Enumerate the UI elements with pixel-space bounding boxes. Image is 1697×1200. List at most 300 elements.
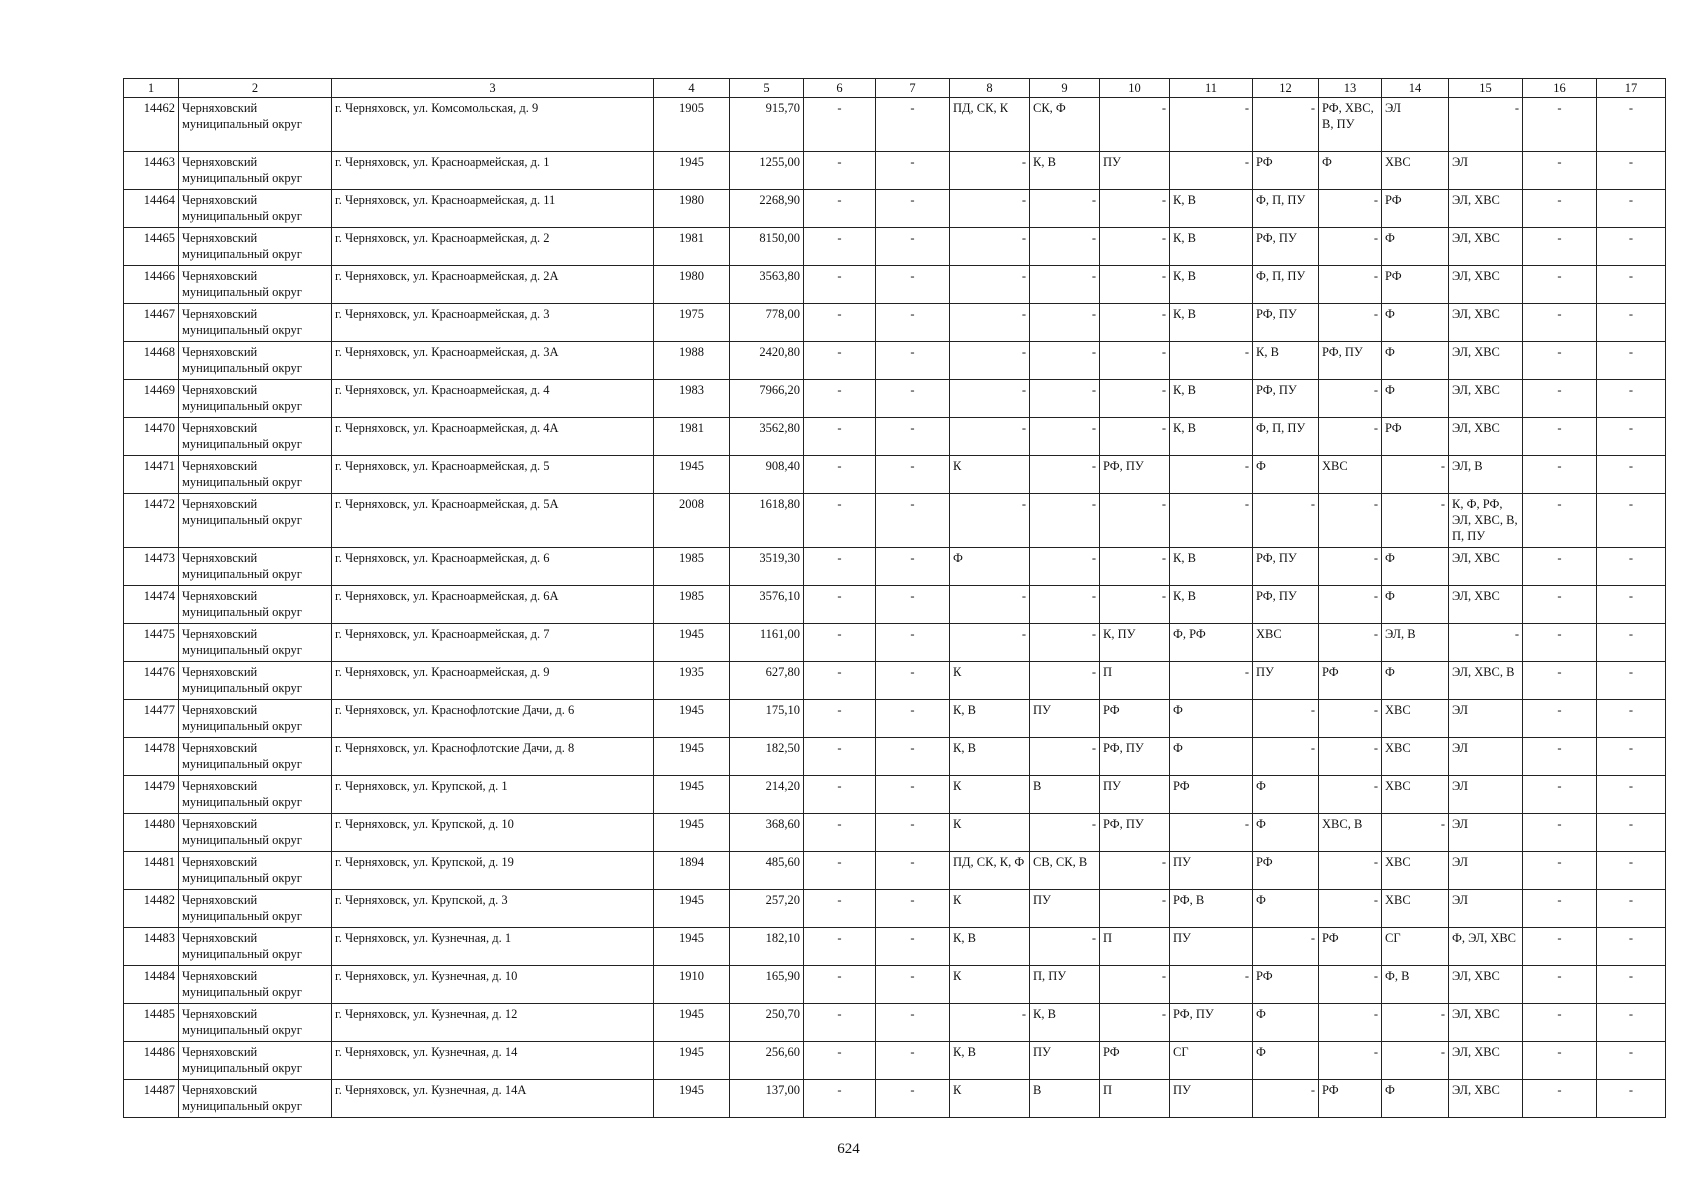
table-cell-col-6: -	[804, 966, 876, 1004]
table-cell-col-17: -	[1597, 662, 1666, 700]
table-cell-col-12: Ф	[1253, 1004, 1319, 1042]
table-cell-col-2: Черняховский муниципальный округ	[179, 624, 332, 662]
table-cell-col-13: РФ, ПУ	[1319, 342, 1382, 380]
table-cell-col-1: 14466	[124, 266, 179, 304]
table-cell-col-13: -	[1319, 890, 1382, 928]
table-cell-col-12: Ф	[1253, 1042, 1319, 1080]
table-cell-col-6: -	[804, 380, 876, 418]
table-row	[124, 852, 1666, 890]
table-cell-col-10: -	[1100, 1004, 1170, 1042]
table-cell-col-6: -	[804, 814, 876, 852]
table-cell-col-8: -	[950, 624, 1030, 662]
table-cell-col-2: Черняховский муниципальный округ	[179, 966, 332, 1004]
table-cell-col-9: -	[1030, 380, 1100, 418]
table-cell-col-5: 3576,10	[730, 586, 804, 624]
table-cell-col-5: 175,10	[730, 700, 804, 738]
table-cell-col-1: 14481	[124, 852, 179, 890]
table-cell-col-7: -	[876, 852, 950, 890]
table-cell-col-17: -	[1597, 98, 1666, 152]
table-cell-col-7: -	[876, 700, 950, 738]
table-cell-col-15: ЭЛ, ХВС	[1449, 266, 1523, 304]
table-cell-col-11: -	[1170, 456, 1253, 494]
table-cell-col-11: -	[1170, 966, 1253, 1004]
table-cell-col-15: ЭЛ, ХВС	[1449, 228, 1523, 266]
table-cell-col-3: г. Черняховск, ул. Кузнечная, д. 10	[332, 966, 654, 1004]
table-cell-col-7: -	[876, 1042, 950, 1080]
table-cell-col-16: -	[1523, 152, 1597, 190]
table-cell-col-5: 257,20	[730, 890, 804, 928]
table-cell-col-13: ХВС	[1319, 456, 1382, 494]
table-cell-col-7: -	[876, 738, 950, 776]
table-cell-col-10: -	[1100, 304, 1170, 342]
table-row	[124, 98, 1666, 152]
table-cell-col-8: ПД, СК, К, Ф	[950, 852, 1030, 890]
table-cell-col-6: -	[804, 586, 876, 624]
table-cell-col-5: 137,00	[730, 1080, 804, 1118]
table-cell-col-17: -	[1597, 814, 1666, 852]
table-cell-col-8: -	[950, 494, 1030, 548]
table-cell-col-16: -	[1523, 548, 1597, 586]
column-header-12: 12	[1253, 79, 1319, 98]
table-row	[124, 494, 1666, 548]
table-cell-col-3: г. Черняховск, ул. Красноармейская, д. 9	[332, 662, 654, 700]
table-cell-col-13: ХВС, В	[1319, 814, 1382, 852]
table-cell-col-12: -	[1253, 98, 1319, 152]
table-row	[124, 1004, 1666, 1042]
table-cell-col-7: -	[876, 586, 950, 624]
table-cell-col-10: РФ	[1100, 1042, 1170, 1080]
table-cell-col-9: -	[1030, 586, 1100, 624]
table-cell-col-12: Ф	[1253, 776, 1319, 814]
table-cell-col-15: ЭЛ, ХВС, В	[1449, 662, 1523, 700]
table-cell-col-8: -	[950, 1004, 1030, 1042]
table-row	[124, 966, 1666, 1004]
table-cell-col-12: Ф	[1253, 890, 1319, 928]
table-cell-col-11: К, В	[1170, 190, 1253, 228]
table-cell-col-5: 908,40	[730, 456, 804, 494]
table-cell-col-11: ПУ	[1170, 928, 1253, 966]
table-cell-col-3: г. Черняховск, ул. Красноармейская, д. 6	[332, 548, 654, 586]
table-cell-col-12: ПУ	[1253, 662, 1319, 700]
table-cell-col-15: ЭЛ	[1449, 152, 1523, 190]
table-cell-col-5: 2420,80	[730, 342, 804, 380]
table-cell-col-13: -	[1319, 228, 1382, 266]
table-cell-col-15: ЭЛ, ХВС	[1449, 586, 1523, 624]
table-cell-col-5: 214,20	[730, 776, 804, 814]
table-cell-col-15: ЭЛ	[1449, 776, 1523, 814]
table-cell-col-9: -	[1030, 190, 1100, 228]
table-cell-col-6: -	[804, 418, 876, 456]
table-cell-col-9: СВ, СК, В	[1030, 852, 1100, 890]
table-cell-col-15: ЭЛ	[1449, 890, 1523, 928]
table-cell-col-17: -	[1597, 966, 1666, 1004]
column-header-5: 5	[730, 79, 804, 98]
table-cell-col-3: г. Черняховск, ул. Крупской, д. 10	[332, 814, 654, 852]
table-cell-col-16: -	[1523, 776, 1597, 814]
table-cell-col-14: Ф	[1382, 304, 1449, 342]
table-cell-col-2: Черняховский муниципальный округ	[179, 304, 332, 342]
table-cell-col-7: -	[876, 380, 950, 418]
table-cell-col-9: -	[1030, 228, 1100, 266]
table-cell-col-9: -	[1030, 814, 1100, 852]
table-cell-col-9: -	[1030, 456, 1100, 494]
table-cell-col-7: -	[876, 494, 950, 548]
table-cell-col-7: -	[876, 418, 950, 456]
table-cell-col-2: Черняховский муниципальный округ	[179, 494, 332, 548]
table-cell-col-10: РФ, ПУ	[1100, 456, 1170, 494]
table-cell-col-2: Черняховский муниципальный округ	[179, 814, 332, 852]
table-cell-col-1: 14483	[124, 928, 179, 966]
table-cell-col-13: -	[1319, 494, 1382, 548]
table-cell-col-2: Черняховский муниципальный округ	[179, 152, 332, 190]
table-cell-col-2: Черняховский муниципальный округ	[179, 228, 332, 266]
table-cell-col-16: -	[1523, 966, 1597, 1004]
table-cell-col-12: -	[1253, 738, 1319, 776]
table-cell-col-17: -	[1597, 418, 1666, 456]
table-cell-col-4: 2008	[654, 494, 730, 548]
table-cell-col-16: -	[1523, 456, 1597, 494]
table-cell-col-5: 256,60	[730, 1042, 804, 1080]
table-cell-col-13: -	[1319, 266, 1382, 304]
table-cell-col-16: -	[1523, 228, 1597, 266]
table-cell-col-12: К, В	[1253, 342, 1319, 380]
table-cell-col-3: г. Черняховск, ул. Кузнечная, д. 12	[332, 1004, 654, 1042]
table-cell-col-6: -	[804, 456, 876, 494]
table-cell-col-6: -	[804, 190, 876, 228]
table-cell-col-17: -	[1597, 1042, 1666, 1080]
table-cell-col-11: СГ	[1170, 1042, 1253, 1080]
table-cell-col-7: -	[876, 190, 950, 228]
table-cell-col-11: РФ	[1170, 776, 1253, 814]
column-header-4: 4	[654, 79, 730, 98]
table-cell-col-16: -	[1523, 1004, 1597, 1042]
table-cell-col-16: -	[1523, 700, 1597, 738]
table-cell-col-16: -	[1523, 418, 1597, 456]
table-cell-col-12: Ф, П, ПУ	[1253, 190, 1319, 228]
table-cell-col-14: -	[1382, 494, 1449, 548]
table-cell-col-14: Ф	[1382, 548, 1449, 586]
table-cell-col-1: 14471	[124, 456, 179, 494]
column-header-3: 3	[332, 79, 654, 98]
table-cell-col-1: 14479	[124, 776, 179, 814]
table-cell-col-3: г. Черняховск, ул. Красноармейская, д. 5А	[332, 494, 654, 548]
table-cell-col-1: 14478	[124, 738, 179, 776]
table-cell-col-4: 1894	[654, 852, 730, 890]
column-header-9: 9	[1030, 79, 1100, 98]
column-header-8: 8	[950, 79, 1030, 98]
table-cell-col-8: -	[950, 586, 1030, 624]
table-cell-col-1: 14485	[124, 1004, 179, 1042]
table-cell-col-5: 182,50	[730, 738, 804, 776]
table-cell-col-9: К, В	[1030, 152, 1100, 190]
table-cell-col-2: Черняховский муниципальный округ	[179, 1004, 332, 1042]
table-cell-col-4: 1980	[654, 266, 730, 304]
table-cell-col-12: РФ	[1253, 852, 1319, 890]
table-cell-col-7: -	[876, 662, 950, 700]
table-cell-col-3: г. Черняховск, ул. Красноармейская, д. 3	[332, 304, 654, 342]
table-cell-col-1: 14474	[124, 586, 179, 624]
table-cell-col-8: -	[950, 152, 1030, 190]
table-cell-col-12: Ф	[1253, 814, 1319, 852]
table-cell-col-15: ЭЛ	[1449, 700, 1523, 738]
column-header-15: 15	[1449, 79, 1523, 98]
table-cell-col-7: -	[876, 624, 950, 662]
table-cell-col-10: -	[1100, 418, 1170, 456]
table-cell-col-6: -	[804, 928, 876, 966]
table-cell-col-3: г. Черняховск, ул. Крупской, д. 1	[332, 776, 654, 814]
table-cell-col-12: ХВС	[1253, 624, 1319, 662]
table-cell-col-6: -	[804, 662, 876, 700]
table-cell-col-13: -	[1319, 418, 1382, 456]
table-cell-col-17: -	[1597, 548, 1666, 586]
table-cell-col-3: г. Черняховск, ул. Красноармейская, д. 1	[332, 152, 654, 190]
table-cell-col-13: РФ, ХВС, В, ПУ	[1319, 98, 1382, 152]
table-cell-col-6: -	[804, 228, 876, 266]
table-cell-col-15: ЭЛ, ХВС	[1449, 380, 1523, 418]
table-cell-col-15: К, Ф, РФ, ЭЛ, ХВС, В, П, ПУ	[1449, 494, 1523, 548]
table-cell-col-14: Ф	[1382, 342, 1449, 380]
table-cell-col-13: -	[1319, 1042, 1382, 1080]
table-cell-col-12: РФ, ПУ	[1253, 548, 1319, 586]
table-cell-col-6: -	[804, 304, 876, 342]
table-cell-col-9: ПУ	[1030, 700, 1100, 738]
table-cell-col-7: -	[876, 890, 950, 928]
table-cell-col-2: Черняховский муниципальный округ	[179, 266, 332, 304]
table-cell-col-16: -	[1523, 852, 1597, 890]
table-cell-col-16: -	[1523, 380, 1597, 418]
table-row	[124, 586, 1666, 624]
table-cell-col-11: К, В	[1170, 548, 1253, 586]
table-cell-col-14: ХВС	[1382, 890, 1449, 928]
table-cell-col-17: -	[1597, 586, 1666, 624]
table-body	[124, 98, 1666, 1118]
table-cell-col-11: -	[1170, 662, 1253, 700]
table-cell-col-10: РФ	[1100, 700, 1170, 738]
table-row	[124, 342, 1666, 380]
table-cell-col-1: 14487	[124, 1080, 179, 1118]
table-cell-col-6: -	[804, 1080, 876, 1118]
table-cell-col-4: 1945	[654, 928, 730, 966]
table-cell-col-10: ПУ	[1100, 152, 1170, 190]
table-cell-col-14: ЭЛ	[1382, 98, 1449, 152]
table-cell-col-15: Ф, ЭЛ, ХВС	[1449, 928, 1523, 966]
table-cell-col-10: -	[1100, 494, 1170, 548]
table-cell-col-10: РФ, ПУ	[1100, 814, 1170, 852]
table-cell-col-8: К	[950, 966, 1030, 1004]
table-cell-col-6: -	[804, 890, 876, 928]
table-row	[124, 152, 1666, 190]
table-row	[124, 456, 1666, 494]
table-cell-col-9: -	[1030, 494, 1100, 548]
table-cell-col-5: 165,90	[730, 966, 804, 1004]
table-cell-col-3: г. Черняховск, ул. Красноармейская, д. 4	[332, 380, 654, 418]
table-cell-col-15: ЭЛ, ХВС	[1449, 342, 1523, 380]
column-header-7: 7	[876, 79, 950, 98]
table-cell-col-3: г. Черняховск, ул. Красноармейская, д. 7	[332, 624, 654, 662]
table-cell-col-13: РФ	[1319, 928, 1382, 966]
table-cell-col-7: -	[876, 228, 950, 266]
table-cell-col-1: 14467	[124, 304, 179, 342]
table-cell-col-8: ПД, СК, К	[950, 98, 1030, 152]
table-cell-col-8: -	[950, 266, 1030, 304]
table-cell-col-10: -	[1100, 380, 1170, 418]
table-cell-col-15: -	[1449, 98, 1523, 152]
table-cell-col-17: -	[1597, 890, 1666, 928]
table-cell-col-7: -	[876, 928, 950, 966]
table-cell-col-14: ХВС	[1382, 700, 1449, 738]
table-cell-col-4: 1945	[654, 776, 730, 814]
table-cell-col-16: -	[1523, 266, 1597, 304]
table-cell-col-2: Черняховский муниципальный округ	[179, 190, 332, 228]
table-cell-col-7: -	[876, 1004, 950, 1042]
page-number: 624	[837, 1141, 860, 1157]
column-header-17: 17	[1597, 79, 1666, 98]
table-cell-col-3: г. Черняховск, ул. Красноармейская, д. 6А	[332, 586, 654, 624]
table-cell-col-11: -	[1170, 98, 1253, 152]
column-header-2: 2	[179, 79, 332, 98]
table-cell-col-2: Черняховский муниципальный округ	[179, 890, 332, 928]
table-cell-col-4: 1945	[654, 738, 730, 776]
table-cell-col-13: -	[1319, 1004, 1382, 1042]
table-cell-col-6: -	[804, 1004, 876, 1042]
header-row	[124, 79, 1666, 98]
table-cell-col-10: -	[1100, 852, 1170, 890]
table-cell-col-11: ПУ	[1170, 1080, 1253, 1118]
table-cell-col-9: -	[1030, 662, 1100, 700]
table-cell-col-13: Ф	[1319, 152, 1382, 190]
table-cell-col-10: П	[1100, 1080, 1170, 1118]
table-cell-col-6: -	[804, 266, 876, 304]
table-cell-col-2: Черняховский муниципальный округ	[179, 852, 332, 890]
table-cell-col-4: 1981	[654, 418, 730, 456]
table-cell-col-11: К, В	[1170, 418, 1253, 456]
column-header-11: 11	[1170, 79, 1253, 98]
table-cell-col-3: г. Черняховск, ул. Кузнечная, д. 1	[332, 928, 654, 966]
table-row	[124, 738, 1666, 776]
table-cell-col-6: -	[804, 98, 876, 152]
table-cell-col-7: -	[876, 152, 950, 190]
table-cell-col-8: К	[950, 776, 1030, 814]
table-cell-col-1: 14468	[124, 342, 179, 380]
table-cell-col-11: Ф	[1170, 738, 1253, 776]
table-cell-col-17: -	[1597, 266, 1666, 304]
table-cell-col-12: РФ	[1253, 152, 1319, 190]
table-cell-col-15: ЭЛ, ХВС	[1449, 1042, 1523, 1080]
table-cell-col-12: Ф, П, ПУ	[1253, 266, 1319, 304]
table-cell-col-8: К, В	[950, 738, 1030, 776]
table-cell-col-15: ЭЛ, В	[1449, 456, 1523, 494]
table-cell-col-14: ХВС	[1382, 776, 1449, 814]
table-cell-col-17: -	[1597, 738, 1666, 776]
table-cell-col-6: -	[804, 342, 876, 380]
table-cell-col-15: ЭЛ, ХВС	[1449, 1080, 1523, 1118]
table-cell-col-16: -	[1523, 304, 1597, 342]
table-cell-col-5: 250,70	[730, 1004, 804, 1042]
table-cell-col-10: -	[1100, 228, 1170, 266]
table-cell-col-13: РФ	[1319, 662, 1382, 700]
table-cell-col-15: ЭЛ, ХВС	[1449, 1004, 1523, 1042]
table-cell-col-13: -	[1319, 852, 1382, 890]
table-cell-col-14: ХВС	[1382, 852, 1449, 890]
table-cell-col-9: В	[1030, 1080, 1100, 1118]
table-cell-col-5: 3563,80	[730, 266, 804, 304]
table-cell-col-16: -	[1523, 494, 1597, 548]
column-header-6: 6	[804, 79, 876, 98]
table-cell-col-10: -	[1100, 966, 1170, 1004]
table-cell-col-9: -	[1030, 928, 1100, 966]
table-cell-col-14: Ф	[1382, 586, 1449, 624]
table-cell-col-2: Черняховский муниципальный округ	[179, 342, 332, 380]
table-cell-col-14: РФ	[1382, 190, 1449, 228]
table-cell-col-14: РФ	[1382, 418, 1449, 456]
table-cell-col-17: -	[1597, 342, 1666, 380]
table-cell-col-6: -	[804, 700, 876, 738]
table-row	[124, 700, 1666, 738]
table-cell-col-11: Ф, РФ	[1170, 624, 1253, 662]
table-cell-col-5: 1161,00	[730, 624, 804, 662]
table-cell-col-4: 1975	[654, 304, 730, 342]
table-row	[124, 266, 1666, 304]
table-cell-col-17: -	[1597, 1080, 1666, 1118]
table-cell-col-13: -	[1319, 700, 1382, 738]
table-cell-col-15: ЭЛ, ХВС	[1449, 418, 1523, 456]
table-cell-col-4: 1985	[654, 548, 730, 586]
table-cell-col-2: Черняховский муниципальный округ	[179, 586, 332, 624]
table-row	[124, 776, 1666, 814]
table-cell-col-8: -	[950, 304, 1030, 342]
table-cell-col-17: -	[1597, 928, 1666, 966]
table-cell-col-2: Черняховский муниципальный округ	[179, 738, 332, 776]
table-cell-col-5: 182,10	[730, 928, 804, 966]
table-cell-col-12: РФ, ПУ	[1253, 304, 1319, 342]
table-cell-col-5: 7966,20	[730, 380, 804, 418]
table-cell-col-1: 14464	[124, 190, 179, 228]
column-header-1: 1	[124, 79, 179, 98]
table-cell-col-5: 3562,80	[730, 418, 804, 456]
table-cell-col-11: РФ, ПУ	[1170, 1004, 1253, 1042]
table-cell-col-7: -	[876, 548, 950, 586]
table-cell-col-4: 1945	[654, 152, 730, 190]
table-cell-col-6: -	[804, 548, 876, 586]
table-cell-col-10: -	[1100, 266, 1170, 304]
table-cell-col-4: 1983	[654, 380, 730, 418]
table-cell-col-14: Ф, В	[1382, 966, 1449, 1004]
table-cell-col-10: -	[1100, 548, 1170, 586]
table-cell-col-15: ЭЛ, ХВС	[1449, 548, 1523, 586]
table-cell-col-16: -	[1523, 814, 1597, 852]
table-cell-col-3: г. Черняховск, ул. Красноармейская, д. 3А	[332, 342, 654, 380]
table-cell-col-6: -	[804, 624, 876, 662]
table-cell-col-16: -	[1523, 98, 1597, 152]
table-cell-col-10: РФ, ПУ	[1100, 738, 1170, 776]
table-cell-col-7: -	[876, 304, 950, 342]
table-cell-col-9: -	[1030, 342, 1100, 380]
table-cell-col-8: -	[950, 190, 1030, 228]
table-cell-col-3: г. Черняховск, ул. Комсомольская, д. 9	[332, 98, 654, 152]
table-cell-col-16: -	[1523, 928, 1597, 966]
table-cell-col-10: ПУ	[1100, 776, 1170, 814]
table-cell-col-17: -	[1597, 700, 1666, 738]
table-cell-col-14: ЭЛ, В	[1382, 624, 1449, 662]
table-cell-col-1: 14486	[124, 1042, 179, 1080]
table-cell-col-1: 14462	[124, 98, 179, 152]
table-cell-col-9: -	[1030, 738, 1100, 776]
table-cell-col-4: 1945	[654, 1080, 730, 1118]
table-cell-col-17: -	[1597, 152, 1666, 190]
table-cell-col-14: СГ	[1382, 928, 1449, 966]
table-cell-col-1: 14465	[124, 228, 179, 266]
table-cell-col-4: 1935	[654, 662, 730, 700]
